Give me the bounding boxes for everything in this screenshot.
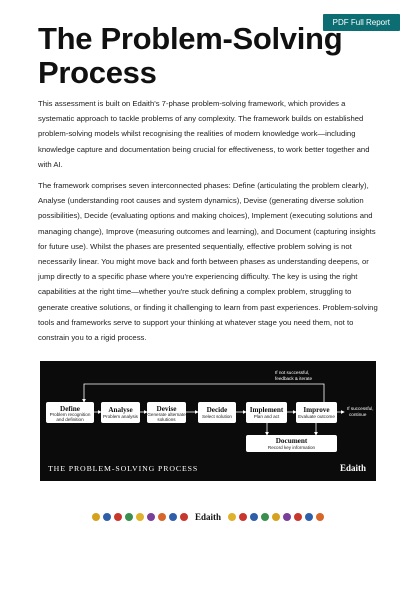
phase-subtitle: Generate alternate xyxy=(147,412,186,417)
phase-subtitle-2: and definition xyxy=(56,417,84,422)
phase-dot-icon xyxy=(228,513,236,521)
process-flow-svg xyxy=(40,361,376,481)
phase-dot-icon xyxy=(180,513,188,521)
phase-title: Devise xyxy=(156,405,177,413)
phase-dot-icon xyxy=(158,513,166,521)
footer-icon-strip xyxy=(0,511,416,523)
phase-dot-icon xyxy=(103,513,111,521)
phase-title: Analyse xyxy=(108,406,133,414)
phase-document xyxy=(246,435,337,452)
phase-decide xyxy=(198,402,236,423)
phase-dot-icon xyxy=(147,513,155,521)
phase-subtitle: Problem analysis xyxy=(103,414,138,419)
success-note-line-1: If successful, xyxy=(347,406,374,411)
diagram-footer-title: THE PROBLEM-SOLVING PROCESS xyxy=(48,464,199,473)
phase-dot-icon xyxy=(125,513,133,521)
page-title: The Problem-Solving Process xyxy=(38,21,343,90)
phase-subtitle-2: solutions xyxy=(157,417,176,422)
phase-title: Decide xyxy=(206,406,228,414)
document-subtitle: Record key information xyxy=(267,445,316,450)
phase-improve xyxy=(296,402,337,423)
phase-analyse xyxy=(101,402,140,423)
phase-dot-icon xyxy=(169,513,177,521)
phase-dot-icon xyxy=(136,513,144,521)
feedback-note-line-2: feedback & iterate xyxy=(275,376,313,381)
phase-implement xyxy=(246,402,287,423)
footer-brand-logo: Edaith xyxy=(194,512,221,522)
phase-dot-icon xyxy=(294,513,302,521)
phase-subtitle: Plan and act xyxy=(253,414,280,419)
phase-title: Implement xyxy=(249,406,284,414)
phase-subtitle: Select solution xyxy=(202,414,232,419)
phase-subtitle: Problem recognition xyxy=(49,412,91,417)
document-title: Document xyxy=(275,437,308,445)
feedback-loop-line xyxy=(84,384,324,402)
diagram-brand-logo: Edaith xyxy=(339,463,366,473)
phase-dot-icon xyxy=(272,513,280,521)
phase-title: Improve xyxy=(303,406,330,414)
success-note-line-2: continue xyxy=(349,412,367,417)
phase-title: Define xyxy=(60,405,80,413)
framework-paragraph: The framework comprises seven interconnected phases: Define (articulating the problem clearly), Analyse (understanding root causes and system dynamics), Devise (generating diverse solution possibilities), Decide (evaluating options and making choices), Implement (executing solutions and managing change), Improve (measuring outcomes and learning), and Document (capturing insights for future use). Whilst the phases are presented sequentially, effective problem solving is not necessarily linear. You might move back and forth between phases as understanding deepens, or jump directly to a specific phase where you're experiencing difficulty. The key is using the right capabilities at the right time—whether you're stuck defining a complex problem, struggling to generate creative solutions, or finding it challenging to learn from past experiences. Problem-solving tools and frameworks serve to support your thinking at whatever stage you need them, not to constrain you to a rigid process. xyxy=(38,181,378,343)
phase-dot-icon xyxy=(250,513,258,521)
phase-dot-icon xyxy=(239,513,247,521)
phase-dot-icon xyxy=(283,513,291,521)
feedback-note-line-1: If not successful, xyxy=(275,370,310,375)
intro-paragraph: This assessment is built on Edaith's 7-phase problem-solving framework, which provides a systematic approach to tackle problems of any complexity. The framework builds on established problem-solving models whilst recognising the realities of modern knowledge work—including knowledge capture and documentation being crucial for effectiveness, to work better together and with AI. xyxy=(38,99,370,169)
phase-dot-icon xyxy=(305,513,313,521)
phase-dot-icon xyxy=(316,513,324,521)
phase-dot-icon xyxy=(261,513,269,521)
phase-dot-icon xyxy=(92,513,100,521)
problem-solving-process-diagram xyxy=(40,361,376,481)
phase-devise xyxy=(147,402,186,423)
phase-subtitle: Evaluate outcome xyxy=(298,414,335,419)
pdf-full-report-badge[interactable]: PDF Full Report xyxy=(323,14,400,31)
phase-define xyxy=(46,402,94,423)
phase-dot-icon xyxy=(114,513,122,521)
